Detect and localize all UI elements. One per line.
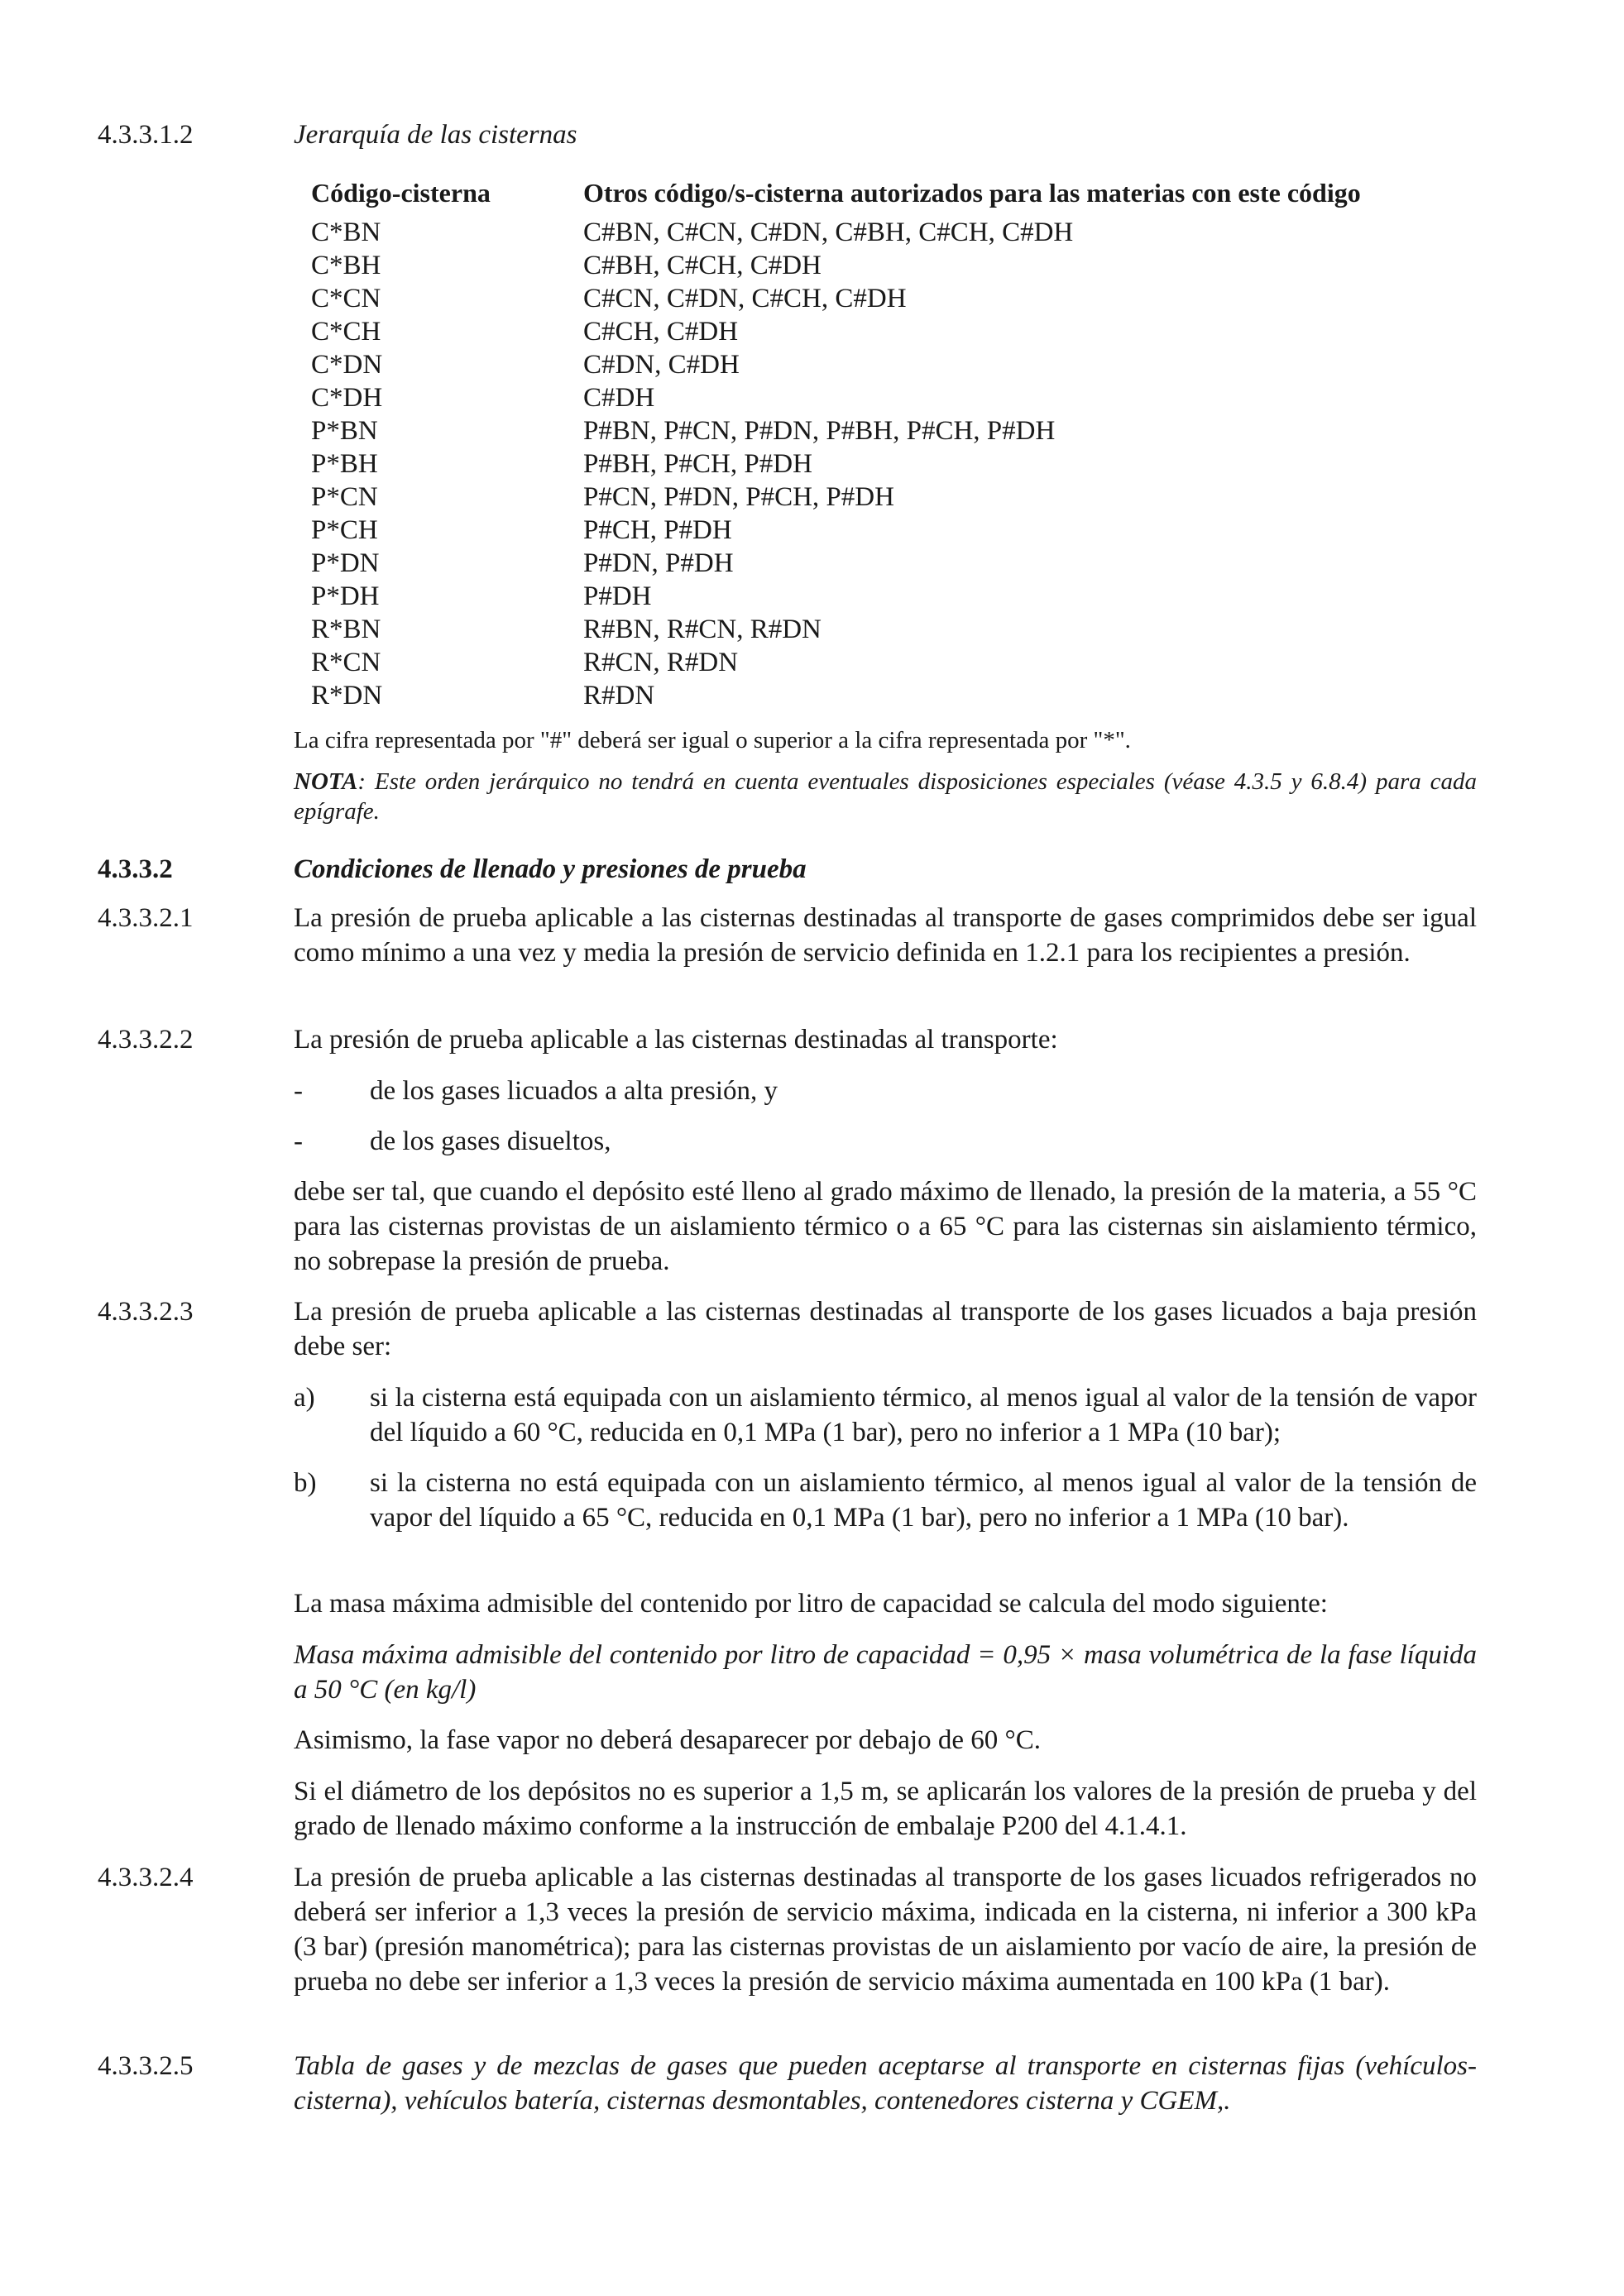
table-cell-code: P*CH	[311, 515, 378, 545]
section-title: Condiciones de llenado y presiones de prueba	[294, 854, 807, 884]
table-cell-code: P*BN	[311, 416, 378, 446]
list-bullet: -	[294, 1126, 303, 1156]
table-cell-other: P#CN, P#DN, P#CH, P#DH	[583, 482, 894, 512]
table-cell-code: C*DH	[311, 383, 383, 413]
paragraph: La presión de prueba aplicable a las cisternas destinadas al transporte:	[294, 1025, 1058, 1055]
table-cell-other: P#CH, P#DH	[583, 515, 732, 545]
table-cell-other: C#CN, C#DN, C#CH, C#DH	[583, 284, 907, 313]
list-item: de los gases disueltos,	[370, 1126, 611, 1156]
table-cell-other: R#DN	[583, 681, 655, 710]
paragraph: Tabla de gases y de mezclas de gases que pueden aceptarse al transporte en cisternas fijas (vehículos-cisterna), vehículos batería, cisternas desmontables, contenedores cisterna y CGEM,.	[294, 2051, 1477, 2116]
table-cell-other: P#BN, P#CN, P#DN, P#BH, P#CH, P#DH	[583, 416, 1056, 446]
table-cell-code: P*DH	[311, 581, 380, 611]
table-footnote: La cifra representada por "#" deberá ser igual o superior a la cifra representada por "*".	[294, 727, 1131, 753]
section-number: 4.3.3.2.4	[98, 1863, 194, 1892]
table-cell-code: C*CH	[311, 317, 381, 347]
list-label: b)	[294, 1468, 317, 1498]
table-cell-other: R#CN, R#DN	[583, 648, 739, 677]
paragraph: debe ser tal, que cuando el depósito esté lleno al grado máximo de llenado, la presión de la materia, a 55 °C para las cisternas provistas de un aislamiento térmico o a 65 °C para las cisternas sin aislamiento térmico, no sobrepase la presión de prueba.	[294, 1177, 1477, 1276]
table-cell-other: P#DH	[583, 581, 652, 611]
list-item: si la cisterna no está equipada con un aislamiento térmico, al menos igual al valor de la tensión de vapor del líquido a 65 °C, reducida en 0,1 MPa (1 bar), pero no inferior a 1 MPa (10 bar).	[370, 1468, 1477, 1533]
table-cell-code: C*BH	[311, 251, 381, 280]
section-number: 4.3.3.2.2	[98, 1025, 194, 1055]
note-label: NOTA	[294, 768, 358, 795]
table-cell-code: C*BN	[311, 218, 381, 247]
table-cell-code: P*DN	[311, 548, 380, 578]
table-cell-code: C*DN	[311, 350, 383, 380]
list-label: a)	[294, 1383, 315, 1413]
paragraph: La presión de prueba aplicable a las cisternas destinadas al transporte de los gases licuados refrigerados no deberá ser inferior a 1,3 veces la presión de servicio máxima, indicada en la cisterna, ni inferior a 300 kPa (3 bar) (presión manométrica); para las cisternas provistas de un aislamiento por vacío de aire, la presión de prueba no debe ser inferior a 1,3 veces la presión de servicio máxima aumentada en 100 kPa (1 bar).	[294, 1863, 1477, 1997]
paragraph: Si el diámetro de los depósitos no es superior a 1,5 m, se aplicarán los valores de la presión de prueba y del grado de llenado máximo conforme a la instrucción de embalaje P200 del 4.1.4.1.	[294, 1777, 1477, 1841]
table-cell-other: C#BH, C#CH, C#DH	[583, 251, 822, 280]
list-bullet: -	[294, 1076, 303, 1106]
formula: Masa máxima admisible del contenido por litro de capacidad = 0,95 × masa volumétrica de la fase líquida a 50 °C (en kg/l)	[294, 1640, 1477, 1705]
table-header-other: Otros código/s-cisterna autorizados para las materias con este código	[583, 178, 1361, 208]
table-cell-code: C*CN	[311, 284, 381, 313]
table-cell-other: C#DH	[583, 383, 655, 413]
note-text: : Este orden jerárquico no tendrá en cuenta eventuales disposiciones especiales (véase 4.3.5 y 6.8.4) para cada epígrafe.	[294, 768, 1477, 825]
table-note	[294, 767, 1477, 826]
table-cell-code: R*DN	[311, 681, 383, 710]
table-cell-other: R#BN, R#CN, R#DN	[583, 615, 822, 644]
table-cell-code: R*BN	[311, 615, 381, 644]
section-number: 4.3.3.2.5	[98, 2051, 194, 2081]
table-cell-other: P#DN, P#DH	[583, 548, 734, 578]
table-cell-code: R*CN	[311, 648, 381, 677]
list-item: de los gases licuados a alta presión, y	[370, 1076, 778, 1106]
table-header-code: Código-cisterna	[311, 178, 491, 208]
paragraph: La presión de prueba aplicable a las cisternas destinadas al transporte de gases comprimidos debe ser igual como mínimo a una vez y media la presión de servicio definida en 1.2.1 para los recipientes a presión.	[294, 903, 1477, 968]
table-other-column	[583, 216, 1073, 712]
paragraph: La presión de prueba aplicable a las cisternas destinadas al transporte de los gases licuados a baja presión debe ser:	[294, 1297, 1477, 1361]
section-number: 4.3.3.2.3	[98, 1297, 194, 1327]
table-cell-code: P*CN	[311, 482, 378, 512]
paragraph: La masa máxima admisible del contenido por litro de capacidad se calcula del modo siguiente:	[294, 1589, 1328, 1619]
table-cell-other: C#BN, C#CN, C#DN, C#BH, C#CH, C#DH	[583, 218, 1074, 247]
section-title: Jerarquía de las cisternas	[294, 120, 577, 150]
table-cell-other: P#BH, P#CH, P#DH	[583, 449, 812, 479]
paragraph: Asimismo, la fase vapor no deberá desaparecer por debajo de 60 °C.	[294, 1725, 1041, 1755]
section-number: 4.3.3.1.2	[98, 120, 194, 150]
table-cell-other: C#CH, C#DH	[583, 317, 739, 347]
section-number: 4.3.3.2	[98, 854, 173, 884]
table-cell-code: P*BH	[311, 449, 378, 479]
section-number: 4.3.3.2.1	[98, 903, 194, 933]
table-cell-other: C#DN, C#DH	[583, 350, 740, 380]
list-item: si la cisterna está equipada con un aislamiento térmico, al menos igual al valor de la tensión de vapor del líquido a 60 °C, reducida en 0,1 MPa (1 bar), pero no inferior a 1 MPa (10 bar);	[370, 1383, 1477, 1447]
table-code-column	[311, 216, 382, 712]
